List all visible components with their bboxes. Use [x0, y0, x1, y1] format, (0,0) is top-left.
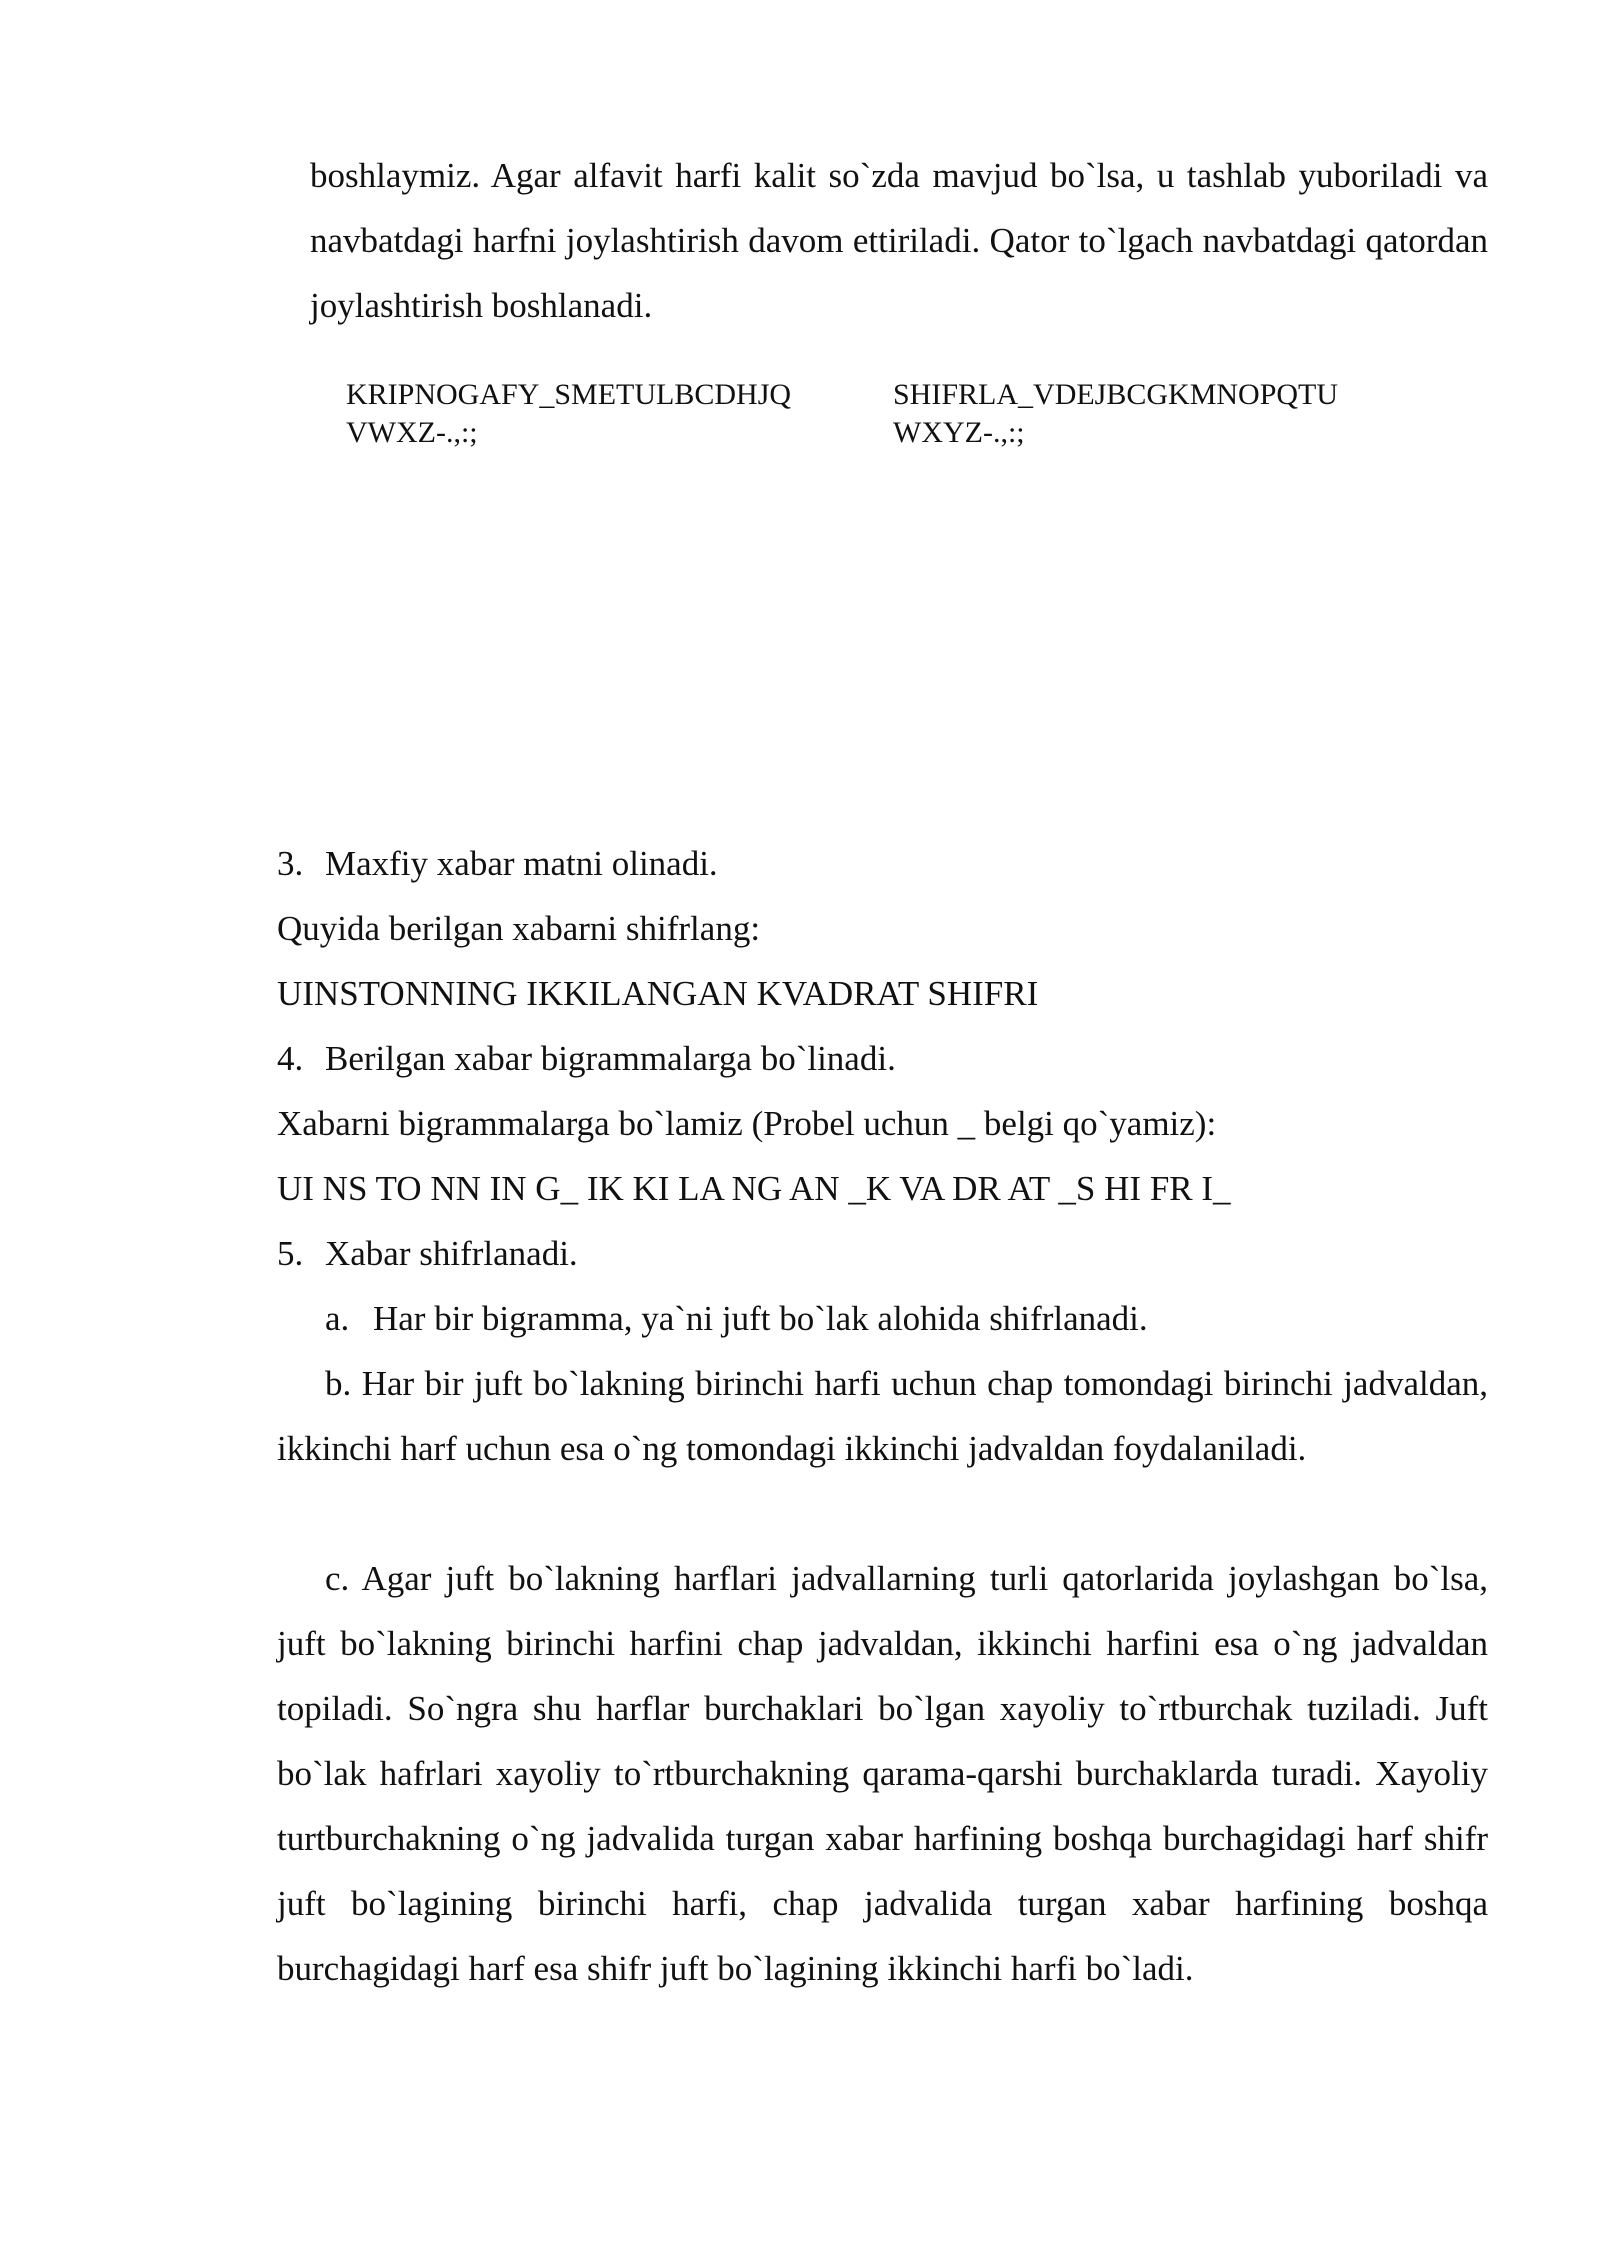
task-line: Quyida berilgan xabarni shifrlang:	[277, 909, 761, 948]
left-key-line-1: KRIPNOGAFY_SMETULBCDHJQ	[346, 378, 792, 411]
step-5-number: 5.	[277, 1234, 304, 1273]
sub-item-b-text: Har bir juft bo`lakning birinchi harfi uchun chap tomondagi birinchi jadvaldan, ikkinchi harf uchun esa o`ng tomondagi ikkinchi jadvaldan foydalaniladi.	[277, 1364, 1489, 1468]
sub-item-a-label: a.	[325, 1299, 350, 1338]
message-line: UINSTONNING IKKILANGAN KVADRAT SHIFRI	[277, 974, 1039, 1013]
step-5	[277, 1221, 578, 1286]
sub-item-a-text: Har bir bigramma, ya`ni juft bo`lak alohida shifrlanadi.	[373, 1299, 1148, 1338]
right-key-line-2: WXYZ-.,:;	[893, 416, 1025, 449]
step-3-text: Maxfiy xabar matni olinadi.	[325, 844, 718, 883]
sub-item-b	[277, 1351, 1488, 1481]
sub-item-b-label: b.	[325, 1364, 352, 1403]
left-key-line-2: VWXZ-.,:;	[346, 416, 478, 449]
sub-item-c-text: Agar juft bo`lakning harflari jadvallarning turli qatorlarida joylashgan bo`lsa, juft bo`lakning birinchi harfini chap jadvaldan, ikkinchi harfini esa o`ng jadvaldan topiladi. So`ngra shu harflar burchaklari bo`lgan xayoliy to`rtburchak tuziladi. Juft bo`lak hafrlari xayoliy to`rtburchakning qarama-qarshi burchaklarda turadi. Xayoliy turtburchakning o`ng jadvalida turgan xabar harfining boshqa burchagidagi harf shifr juft bo`lagining birinchi harfi, chap jadvalida turgan xabar harfining boshqa burchagidagi harf esa shifr juft bo`lagining ikkinchi harfi bo`ladi.	[277, 1559, 1489, 1988]
right-key-table	[893, 376, 1453, 452]
step-4-text: Berilgan xabar bigrammalarga bo`linadi.	[325, 1039, 896, 1078]
bigram-instruction: Xabarni bigrammalarga bo`lamiz (Probel uchun _ belgi qo`yamiz):	[277, 1104, 1217, 1143]
step-4	[277, 1026, 896, 1091]
step-3-number: 3.	[277, 844, 304, 883]
step-3	[277, 831, 718, 896]
sub-item-c	[277, 1546, 1488, 2001]
sub-item-c-label: c.	[325, 1559, 350, 1598]
right-key-line-1: SHIFRLA_VDEJBCGKMNOPQTU	[893, 378, 1339, 411]
bigram-list: UI NS TO NN IN G_ IK KI LA NG AN _K VA DR AT _S HI FR I_	[277, 1169, 1231, 1208]
step-4-number: 4.	[277, 1039, 304, 1078]
intro-paragraph: boshlaymiz. Agar alfavit harfi kalit so`zda mavjud bo`lsa, u tashlab yuboriladi va navbatdagi harfni joylashtirish davom ettiriladi. Qator to`lgach navbatdagi qatordan joylashtirish boshlanadi.	[310, 156, 1488, 325]
sub-item-a	[325, 1286, 1148, 1351]
step-5-text: Xabar shifrlanadi.	[325, 1234, 578, 1273]
left-key-table	[346, 376, 846, 452]
